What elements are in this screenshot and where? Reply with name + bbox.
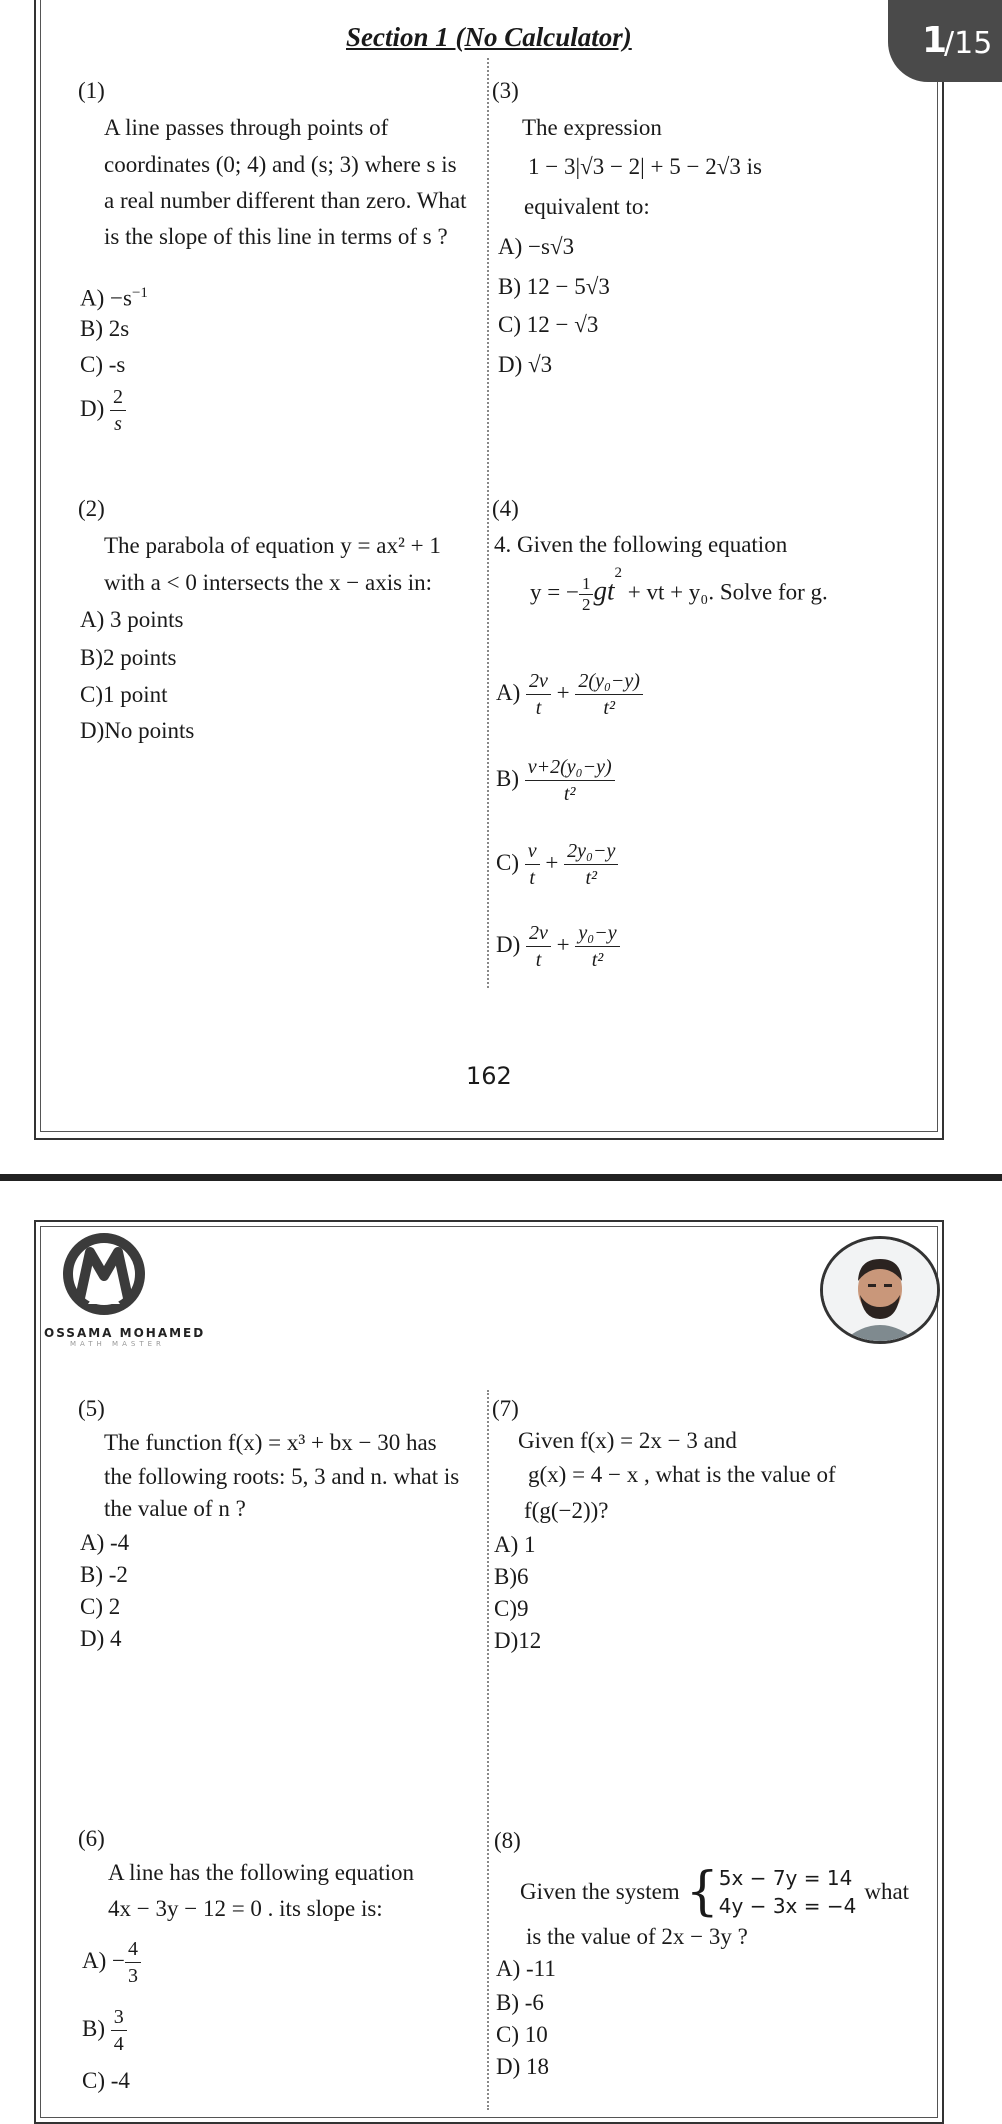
fraction-denominator: s: [114, 413, 122, 435]
q5-line-2: the following roots: 5, 3 and n. what is: [104, 1464, 460, 1489]
page-number: 162: [466, 1062, 512, 1090]
page-counter-badge: [888, 0, 1002, 82]
fraction-numerator: 3: [111, 2004, 127, 2031]
page2-inner-frame: [40, 1226, 938, 2118]
fraction-denominator: 3: [128, 1965, 138, 1987]
q6-option-c[interactable]: C) -4: [82, 2068, 130, 2093]
q4-equation: [530, 565, 828, 615]
q2-number: (2): [78, 496, 105, 521]
q8-system: [520, 1860, 909, 1924]
q4-option-c-frac1: [525, 838, 540, 891]
q8-option-a[interactable]: A) -11: [496, 1956, 556, 1981]
q8-equations: [719, 1864, 857, 1920]
page-total: /15: [944, 26, 993, 61]
q4-option-d-label: D): [496, 931, 521, 957]
fraction-numerator: 2(y₀−y): [575, 668, 643, 695]
q4-eq-mid: gt: [593, 575, 615, 606]
fraction-denominator: t²: [585, 867, 597, 889]
q5-number: (5): [78, 1396, 105, 1421]
q2-option-b[interactable]: B)2 points: [80, 645, 177, 670]
q2-option-a[interactable]: A) 3 points: [80, 607, 184, 632]
q4-option-c-plus: +: [545, 849, 559, 875]
q8-option-b[interactable]: B) -6: [496, 1990, 544, 2015]
q1-option-d-fraction: [110, 384, 126, 437]
q4-eq-prefix: y = −: [530, 579, 579, 605]
q2-line-2: with a < 0 intersects the x − axis in:: [104, 570, 433, 595]
q8-option-c[interactable]: C) 10: [496, 2022, 548, 2047]
q7-number: (7): [492, 1396, 519, 1421]
q8-post: what: [864, 1879, 910, 1904]
q1-option-c[interactable]: C) -s: [80, 352, 126, 377]
q1-line-4: is the slope of this line in terms of s ?: [104, 224, 448, 249]
q4-option-d-frac1: [526, 920, 551, 973]
q4-line-1: 4. Given the following equation: [494, 532, 788, 557]
q1-option-d-label: D): [80, 395, 105, 421]
q6-option-a-fraction: [125, 1936, 141, 1989]
q3-option-b[interactable]: B) 12 − 5√3: [498, 274, 610, 299]
fraction-numerator: 1: [579, 574, 594, 595]
q7-line-3: f(g(−2))?: [524, 1498, 609, 1523]
q3-option-a[interactable]: A) −s√3: [498, 234, 575, 259]
q5-option-b[interactable]: B) -2: [80, 1562, 128, 1587]
q4-eq-rest: + vt + y₀. Solve for g.: [621, 579, 828, 605]
q6-option-b-fraction: [111, 2004, 127, 2057]
q4-option-b-frac: [525, 754, 615, 807]
fraction-denominator: t²: [591, 949, 604, 971]
q3-line-2: 1 − 3|√3 − 2| + 5 − 2√3 is: [528, 154, 762, 179]
avatar-portrait-icon: [823, 1239, 937, 1341]
q7-option-b[interactable]: B)6: [494, 1564, 529, 1589]
q4-option-a-frac1: [526, 668, 551, 721]
fraction-numerator: y₀−y: [575, 920, 619, 947]
q4-option-d-plus: +: [556, 931, 570, 957]
q4-eq-sup: 2: [614, 565, 622, 581]
fraction-denominator: 2: [581, 594, 591, 614]
page-current: 1: [922, 20, 948, 61]
q8-pre: Given the system: [520, 1879, 680, 1904]
q8-line-2: is the value of 2x − 3y ?: [526, 1924, 748, 1949]
q1-option-a-sup: −1: [131, 285, 148, 301]
q7-line-1: Given f(x) = 2x − 3 and: [518, 1428, 737, 1453]
q6-option-b[interactable]: [82, 2004, 127, 2057]
q1-line-1: A line passes through points of: [104, 115, 389, 140]
q4-option-a-plus: +: [556, 679, 570, 705]
author-avatar: [820, 1236, 940, 1344]
q1-option-d[interactable]: [80, 384, 126, 437]
q1-line-2: coordinates (0; 4) and (s; 3) where s is: [104, 152, 457, 177]
q4-option-a[interactable]: [496, 668, 643, 721]
q5-option-c[interactable]: C) 2: [80, 1594, 121, 1619]
q1-option-a-text: A) −s: [80, 285, 132, 311]
fraction-numerator: v+2(y₀−y): [525, 754, 615, 781]
q1-line-3: a real number different than zero. What: [104, 188, 467, 213]
q6-line-1: A line has the following equation: [108, 1860, 414, 1885]
fraction-numerator: v: [525, 838, 540, 865]
q2-option-c[interactable]: C)1 point: [80, 682, 168, 707]
fraction-denominator: t²: [563, 783, 576, 805]
q4-option-a-label: A): [496, 679, 521, 705]
q4-eq-half: [579, 574, 594, 615]
q4-number: (4): [492, 496, 519, 521]
q4-option-c-frac2: [564, 838, 618, 891]
page2-column-divider: [487, 1390, 489, 2110]
q8-eq2: 4y − 3x = −4: [718, 1894, 857, 1918]
q3-option-c[interactable]: C) 12 − √3: [498, 312, 599, 337]
q4-option-b[interactable]: [496, 754, 615, 807]
system-brace-icon: {: [685, 1862, 719, 1922]
q5-option-d[interactable]: D) 4: [80, 1626, 122, 1651]
logo-subtitle: MATH MASTER: [70, 1340, 165, 1348]
logo-name: OSSAMA MOHAMED: [44, 1326, 206, 1340]
fraction-numerator: 4: [125, 1936, 141, 1963]
q3-number: (3): [492, 78, 519, 103]
fraction-denominator: t: [535, 697, 542, 719]
q4-option-d-frac2: [575, 920, 619, 973]
q5-line-1: The function f(x) = x³ + bx − 30 has: [104, 1430, 437, 1455]
q6-number: (6): [78, 1826, 105, 1851]
fraction-denominator: t²: [603, 697, 615, 719]
page-separator: [0, 1174, 1002, 1181]
fraction-numerator: 2: [110, 384, 126, 411]
q4-option-d[interactable]: [496, 920, 620, 973]
q6-option-a-label: A) −: [82, 1947, 125, 1973]
section-title: Section 1 (No Calculator): [346, 22, 632, 52]
q5-line-3: the value of n ?: [104, 1496, 246, 1521]
q6-option-a[interactable]: [82, 1936, 141, 1989]
q7-line-2: g(x) = 4 − x , what is the value of: [528, 1462, 836, 1487]
q3-option-d[interactable]: D) √3: [498, 352, 553, 377]
fraction-denominator: 4: [113, 2033, 124, 2055]
q6-line-2: 4x − 3y − 12 = 0 . its slope is:: [108, 1896, 383, 1921]
fraction-numerator: 2y₀−y: [564, 838, 618, 865]
q3-line-1: The expression: [522, 115, 662, 140]
q8-option-d[interactable]: D) 18: [496, 2054, 550, 2079]
page1-column-divider: [487, 58, 489, 988]
fraction-numerator: 2v: [526, 668, 551, 695]
q4-option-c[interactable]: [496, 838, 618, 891]
q4-option-c-label: C): [496, 849, 519, 875]
q1-option-b[interactable]: B) 2s: [80, 316, 130, 341]
q6-option-b-label: B): [82, 2015, 105, 2041]
q5-option-a[interactable]: A) -4: [80, 1530, 130, 1555]
q2-option-d[interactable]: D)No points: [80, 718, 195, 743]
q4-option-a-frac2: [575, 668, 643, 721]
q2-line-1: The parabola of equation y = ax² + 1: [104, 533, 441, 558]
q4-option-b-label: B): [496, 765, 519, 791]
q3-line-3: equivalent to:: [524, 194, 650, 219]
q1-option-a[interactable]: [80, 278, 148, 314]
q1-number: (1): [78, 78, 105, 103]
q7-option-a[interactable]: A) 1: [494, 1532, 536, 1557]
q8-number: (8): [494, 1828, 521, 1853]
q8-eq1: 5x − 7y = 14: [718, 1866, 853, 1890]
fraction-denominator: t: [535, 949, 542, 971]
q7-option-c[interactable]: C)9: [494, 1596, 529, 1621]
logo-m-icon: [62, 1232, 146, 1316]
q7-option-d[interactable]: D)12: [494, 1628, 542, 1653]
fraction-numerator: 2v: [526, 920, 551, 947]
fraction-denominator: t: [529, 867, 535, 889]
